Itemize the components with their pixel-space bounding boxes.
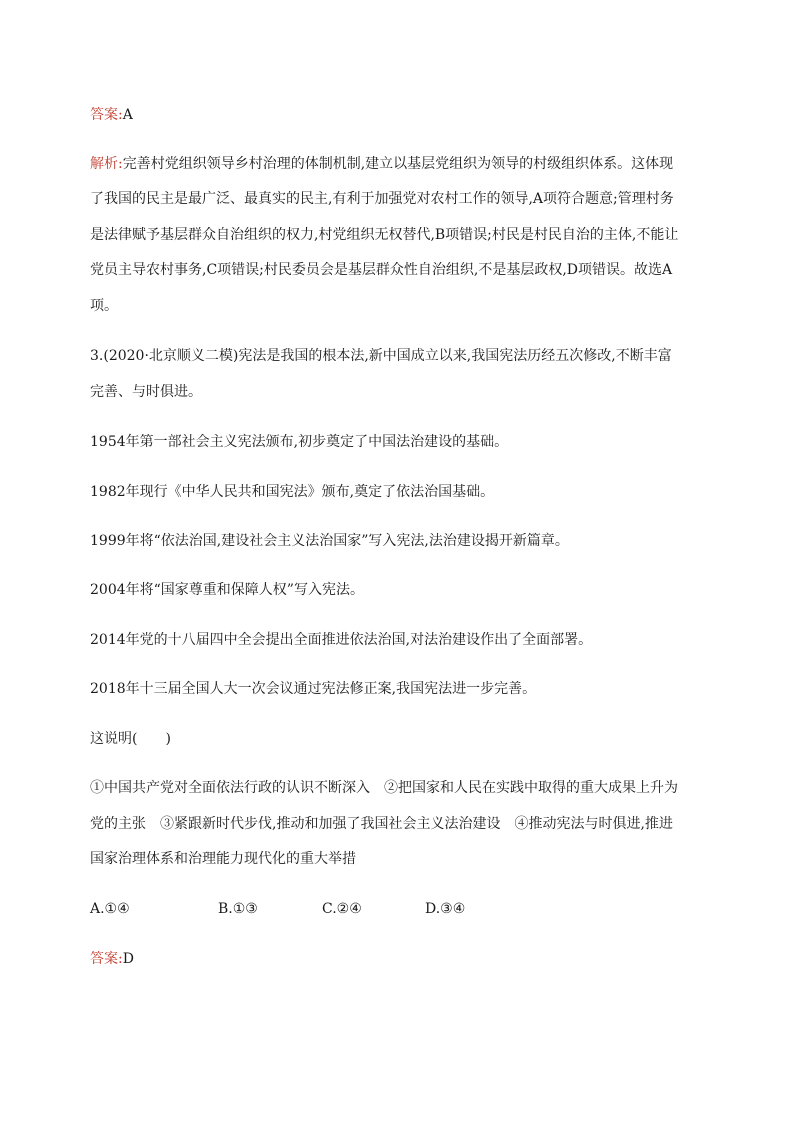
answer-value: A xyxy=(122,107,133,123)
event-2018: 2018年十三届全国人大一次会议通过宪法修正案,我国宪法进一步完善。 xyxy=(90,681,537,697)
event-1954: 1954年第一部社会主义宪法颁布,初步奠定了中国法治建设的基础。 xyxy=(90,434,509,450)
event-2014: 2014年党的十八届四中全会提出全面推进依法治国,对法治建设作出了全面部署。 xyxy=(90,632,593,648)
answer-1 xyxy=(90,105,133,125)
analysis-label: 解析: xyxy=(90,156,123,172)
event-2004: 2004年将“国家尊重和保障人权”写入宪法。 xyxy=(90,582,364,598)
option-c: C.②④ xyxy=(322,901,362,917)
analysis-text: 完善村党组织领导乡村治理的体制机制,建立以基层党组织为领导的村级组织体系。这体现 xyxy=(122,156,674,172)
answer-label: 答案: xyxy=(90,107,123,123)
analysis-line-5: 项。 xyxy=(90,298,118,314)
statement-line-1: ①中国共产党对全面依法行政的认识不断深入 ②把国家和人民在实践中取得的重大成果上升为 xyxy=(90,780,678,796)
analysis-line-2: 了我国的民主是最广泛、最真实的民主,有利于加强党对农村工作的领导,A项符合题意;管理村务 xyxy=(90,191,674,207)
analysis-line-4: 党员主导农村事务,C项错误;村民委员会是基层群众性自治组织,不是基层政权,D项错误。故选A xyxy=(90,262,673,278)
answer-2 xyxy=(90,949,134,969)
answer-value: D xyxy=(122,951,134,967)
statement-line-3: 国家治理体系和治理能力现代化的重大举措 xyxy=(90,851,356,867)
event-1982: 1982年现行《中华人民共和国宪法》颁布,奠定了依法治国基础。 xyxy=(90,484,495,500)
statement-line-2: 党的主张 ③紧跟新时代步伐,推动和加强了我国社会主义法治建设 ④推动宪法与时俱进,推进 xyxy=(90,816,673,832)
question-prompt: 这说明( ) xyxy=(90,731,171,747)
option-b: B.①③ xyxy=(218,901,258,917)
question-line-2: 完善、与时俱进。 xyxy=(90,384,202,400)
option-a: A.①④ xyxy=(90,901,130,917)
answer-label: 答案: xyxy=(90,951,123,967)
analysis-line-3: 是法律赋予基层群众自治组织的权力,村党组织无权替代,B项错误;村民是村民自治的主体,不能让 xyxy=(90,227,679,243)
event-1999: 1999年将“依法治国,建设社会主义法治国家”写入宪法,法治建设揭开新篇章。 xyxy=(90,533,569,549)
option-d: D.③④ xyxy=(425,901,466,917)
question-line-1: 3.(2020·北京顺义二模)宪法是我国的根本法,新中国成立以来,我国宪法历经五次修改,不断丰富 xyxy=(90,348,672,364)
analysis-line-1 xyxy=(90,154,673,174)
